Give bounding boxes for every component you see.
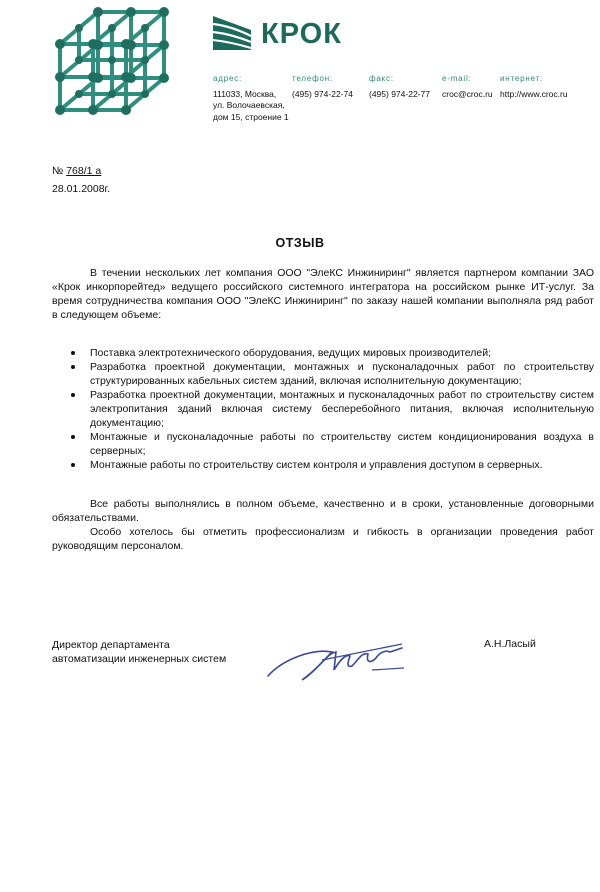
address-line: ул. Волочаевская,	[213, 100, 285, 110]
list-item	[52, 360, 594, 388]
list-item	[52, 388, 594, 430]
address-line: дом 15, строение 1	[213, 111, 289, 122]
email-link: croc@croc.ru	[442, 88, 493, 99]
contact-label: телефон:	[292, 74, 333, 83]
phone-value: (495) 974-22-74	[292, 88, 353, 99]
signer-position-line: Директор департамента	[52, 639, 170, 651]
list-item-text: Разработка проектной документации, монтажных и пусконаладочных работ по строительству структурированных кабельных систем зданий, включая исполнительную документацию;	[90, 361, 594, 387]
contact-label: адрес:	[213, 74, 243, 83]
closing-paragraph: Все работы выполнялись в полном объеме, качественно и в сроки, установленные договорными обязательствами.	[52, 498, 594, 524]
website-link: http://www.croc.ru	[500, 88, 568, 99]
number-value: 768/1 а	[66, 165, 102, 177]
work-list	[52, 346, 594, 472]
address-line: 111033, Москва,	[213, 88, 277, 99]
list-item-text: Монтажные и пусконаладочные работы по строительству систем кондиционирования воздуха в серверных;	[90, 431, 594, 457]
bullet-icon	[71, 463, 75, 467]
signer-position	[52, 638, 226, 666]
contact-phone	[292, 73, 353, 100]
molecular-cube-logo-icon	[46, 4, 186, 134]
contact-web	[500, 73, 568, 100]
list-item-text: Разработка проектной документации, монтажных и пусконаладочных работ по строительству систем электропитания зданий включая систему бесперебойного питания, включая исполнительную документацию;	[90, 389, 594, 429]
bullet-icon	[71, 435, 75, 439]
signer-name: А.Н.Ласый	[484, 638, 536, 650]
brand-name: КРОК	[261, 18, 342, 50]
list-item	[52, 346, 594, 360]
intro-paragraph: В течении нескольких лет компания ООО "ЭлеКС Инжиниринг" является партнером компании ЗАО «Крок инкорпорейтед» ведущего российского системного интегратора на российском рынке ИТ-услуг. За время сотрудничества компания ООО "ЭлеКС Инжиниринг" по заказу нашей компании выполняла ряд работ в следующем объеме:	[52, 267, 594, 321]
signer-position-line: автоматизации инженерных систем	[52, 653, 227, 665]
brand-logo	[211, 10, 361, 54]
closing-paragraph: Особо хотелось бы отметить профессионализм и гибкость в организации проведения работ руководящим персоналом.	[52, 526, 594, 552]
contact-address	[213, 73, 289, 123]
fax-value: (495) 974-22-77	[369, 88, 430, 99]
number-prefix: №	[52, 165, 64, 177]
bullet-icon	[71, 393, 75, 397]
contact-label: факс:	[369, 74, 394, 83]
swoosh-mark-icon	[211, 10, 253, 52]
list-item	[52, 430, 594, 458]
list-item-text: Монтажные работы по строительству систем контроля и управления доступом в серверных.	[90, 459, 543, 471]
document-number	[52, 165, 101, 177]
bullet-icon	[71, 365, 75, 369]
document-date: 28.01.2008г.	[52, 183, 111, 195]
list-item	[52, 458, 594, 472]
contact-email	[442, 73, 493, 100]
contact-label: e-mail:	[442, 74, 472, 83]
contact-label: интернет:	[500, 74, 544, 83]
list-item-text: Поставка электротехнического оборудования, ведущих мировых производителей;	[90, 347, 492, 359]
contact-fax	[369, 73, 430, 100]
document-title: ОТЗЫВ	[275, 236, 325, 250]
bullet-icon	[71, 351, 75, 355]
handwritten-signature-icon	[262, 630, 412, 690]
